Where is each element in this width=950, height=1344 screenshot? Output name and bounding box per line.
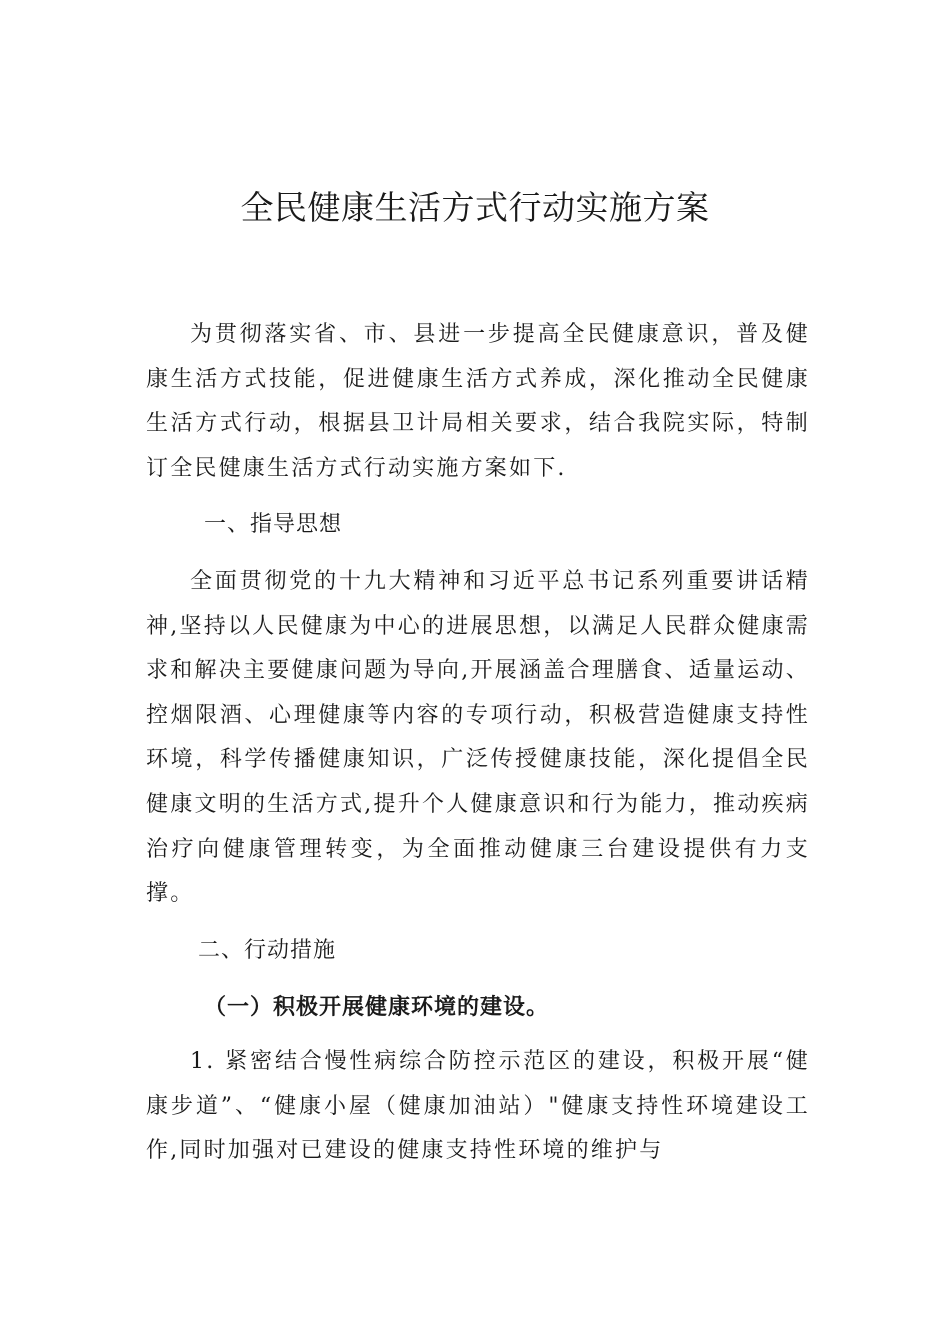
guiding-ideology-paragraph: 全面贯彻党的十九大精神和习近平总书记系列重要讲话精神,坚持以人民健康为中心的进展思想，以满足人民群众健康需求和解决主要健康问题为导向,开展涵盖合理膳食、适量运动、控烟限酒、心理健康等内容的专项行动，积极营造健康支持性环境，科学传播健康知识，广泛传授健康技能，深化提倡全民健康文明的生活方式,提升个人健康意识和行为能力，推动疾病治疗向健康管理转变，为全面推动健康三台建设提供有力支撑。 [146,568,810,907]
section-heading-action-measures: 二、行动措施 [198,937,337,963]
document-body [146,313,810,1174]
subsection-heading-environment: （一）积极开展健康环境的建设。 [204,994,550,1021]
section-heading-guiding-ideology: 一、指导思想 [204,512,343,538]
measure-item-1-paragraph: 1. 紧密结合慢性病综合防控示范区的建设，积极开展“健康步道”、“健康小屋（健康加油站）"健康支持性环境建设工作,同时加强对已建设的健康支持性环境的维护与 [146,1048,810,1164]
intro-paragraph: 为贯彻落实省、市、县进一步提高全民健康意识，普及健康生活方式技能，促进健康生活方式养成，深化推动全民健康生活方式行动，根据县卫计局相关要求，结合我院实际，特制订全民健康生活方式行动实施方案如下. [146,322,810,481]
document-title: 全民健康生活方式行动实施方案 [240,188,710,227]
